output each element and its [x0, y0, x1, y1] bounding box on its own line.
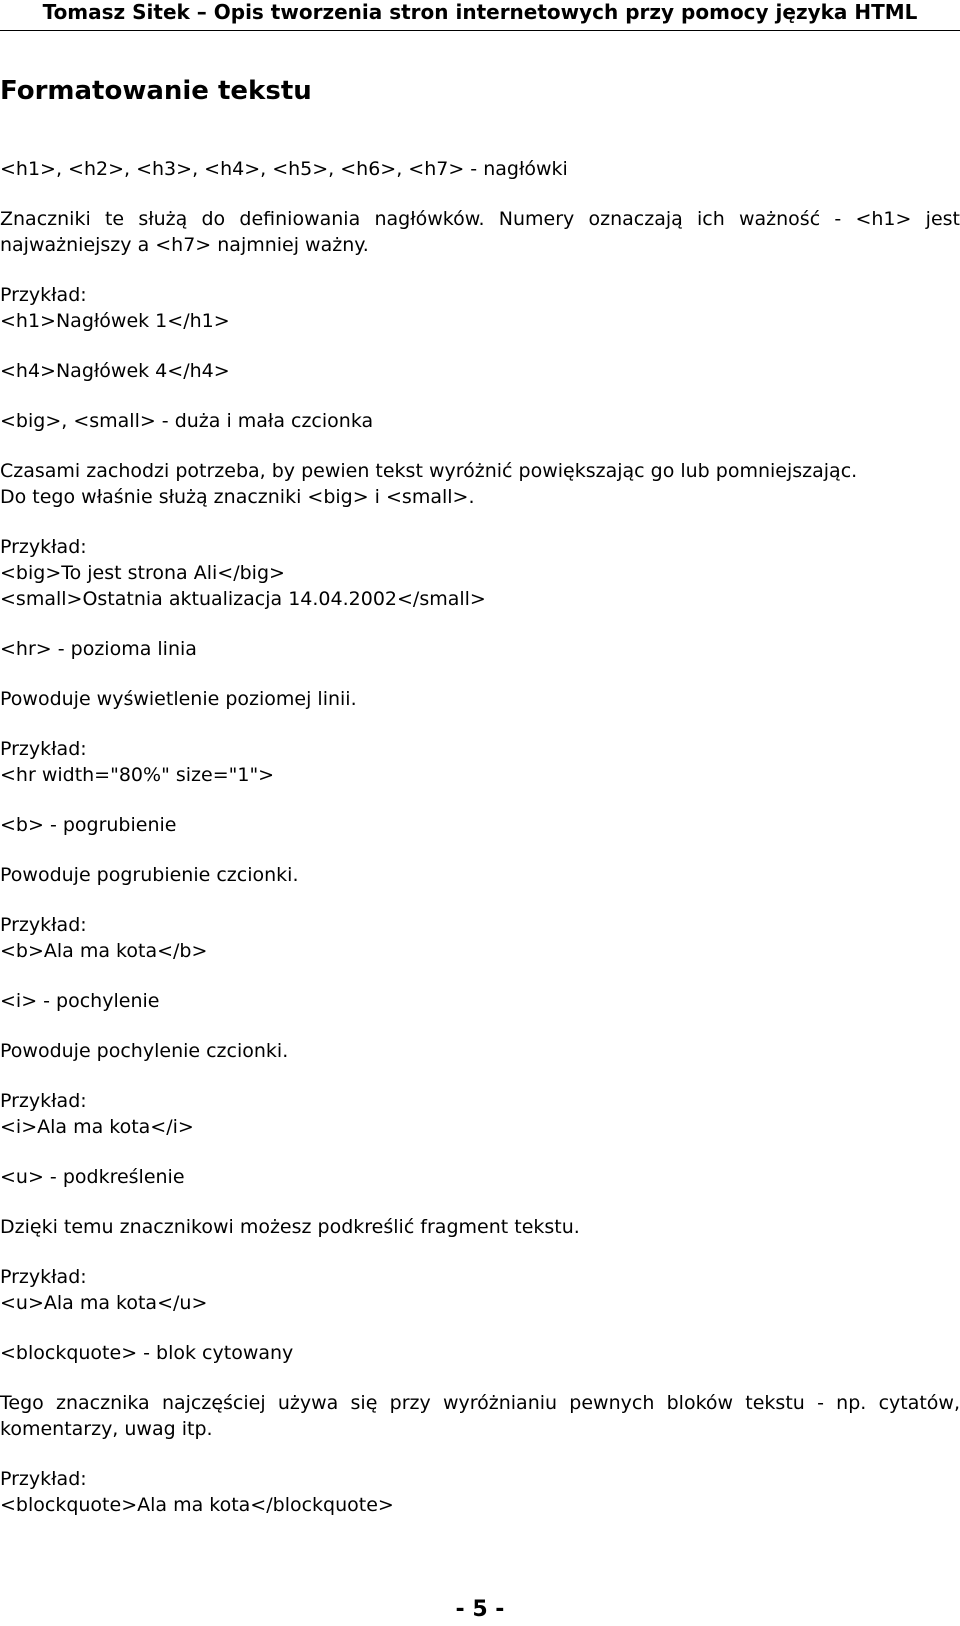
blockquote-description — [0, 1390, 960, 1442]
italic-description: Powoduje pochylenie czcionki. — [0, 1040, 289, 1062]
blockquote-description-line-1: Tego znacznika najczęściej używa się przy wyróżnianiu pewnych bloków tekstu - np. — [0, 1392, 867, 1414]
big-small-example-line-1: <big>To jest strona Ali</big> — [0, 562, 285, 584]
hr-description: Powoduje wyświetlenie poziomej linii. — [0, 688, 357, 710]
big-small-section — [0, 408, 960, 612]
headings-example-label: Przykład: — [0, 284, 87, 306]
bold-example-label: Przykład: — [0, 914, 87, 936]
headings-section — [0, 156, 960, 384]
page-number: - 5 - — [455, 1597, 505, 1622]
blockquote-example-line-1: <blockquote>Ala ma kota</blockquote> — [0, 1494, 394, 1516]
bold-description: Powoduje pogrubienie czcionki. — [0, 864, 299, 886]
hr-topic: <hr> - pozioma linia — [0, 638, 197, 660]
blockquote-example-label: Przykład: — [0, 1468, 87, 1490]
bold-topic: <b> - pogrubienie — [0, 814, 177, 836]
big-small-topic: <big>, <small> - duża i mała czcionka — [0, 410, 374, 432]
underline-description: Dzięki temu znacznikowi możesz podkreślić fragment tekstu. — [0, 1216, 580, 1238]
big-small-description-line-1: Czasami zachodzi potrzeba, by pewien tekst wyróżnić powiększając go lub pomniejszając. — [0, 460, 858, 482]
header-rule — [0, 30, 960, 31]
blockquote-description-line-2: cytatów, komentarzy, uwag itp. — [0, 1392, 960, 1440]
hr-example-line-1: <hr width="80%" size="1"> — [0, 764, 275, 786]
big-small-example-label: Przykład: — [0, 536, 87, 558]
headings-example-line-1: <h1>Nagłówek 1</h1> — [0, 310, 230, 332]
bold-example-line-1: <b>Ala ma kota</b> — [0, 940, 208, 962]
blockquote-topic: <blockquote> - blok cytowany — [0, 1342, 294, 1364]
headings-description — [0, 206, 960, 258]
document-content — [0, 156, 960, 1518]
italic-example-label: Przykład: — [0, 1090, 87, 1112]
italic-example-line-1: <i>Ala ma kota</i> — [0, 1116, 194, 1138]
big-small-example-line-2: <small>Ostatnia aktualizacja 14.04.2002</small> — [0, 588, 486, 610]
blockquote-section — [0, 1340, 960, 1518]
headings-topic: <h1>, <h2>, <h3>, <h4>, <h5>, <h6>, <h7> - nagłówki — [0, 158, 568, 180]
italic-topic: <i> - pochylenie — [0, 990, 160, 1012]
hr-section — [0, 636, 960, 788]
underline-example-line-1: <u>Ala ma kota</u> — [0, 1292, 208, 1314]
headings-description-line-2: jest najważniejszy a <h7> najmniej ważny. — [0, 208, 960, 256]
big-small-description-line-2: Do tego właśnie służą znaczniki <big> i <small>. — [0, 486, 475, 508]
section-title: Formatowanie tekstu — [0, 76, 312, 106]
running-header: Tomasz Sitek – Opis tworzenia stron internetowych przy pomocy języka HTML — [42, 0, 918, 24]
underline-section — [0, 1164, 960, 1316]
headings-example-line-2: <h4>Nagłówek 4</h4> — [0, 360, 230, 382]
underline-topic: <u> - podkreślenie — [0, 1166, 185, 1188]
hr-example-label: Przykład: — [0, 738, 87, 760]
headings-description-line-1: Znaczniki te służą do definiowania nagłówków. Numery oznaczają ich ważność - <h1> — [0, 208, 912, 230]
italic-section — [0, 988, 960, 1140]
underline-example-label: Przykład: — [0, 1266, 87, 1288]
bold-section — [0, 812, 960, 964]
